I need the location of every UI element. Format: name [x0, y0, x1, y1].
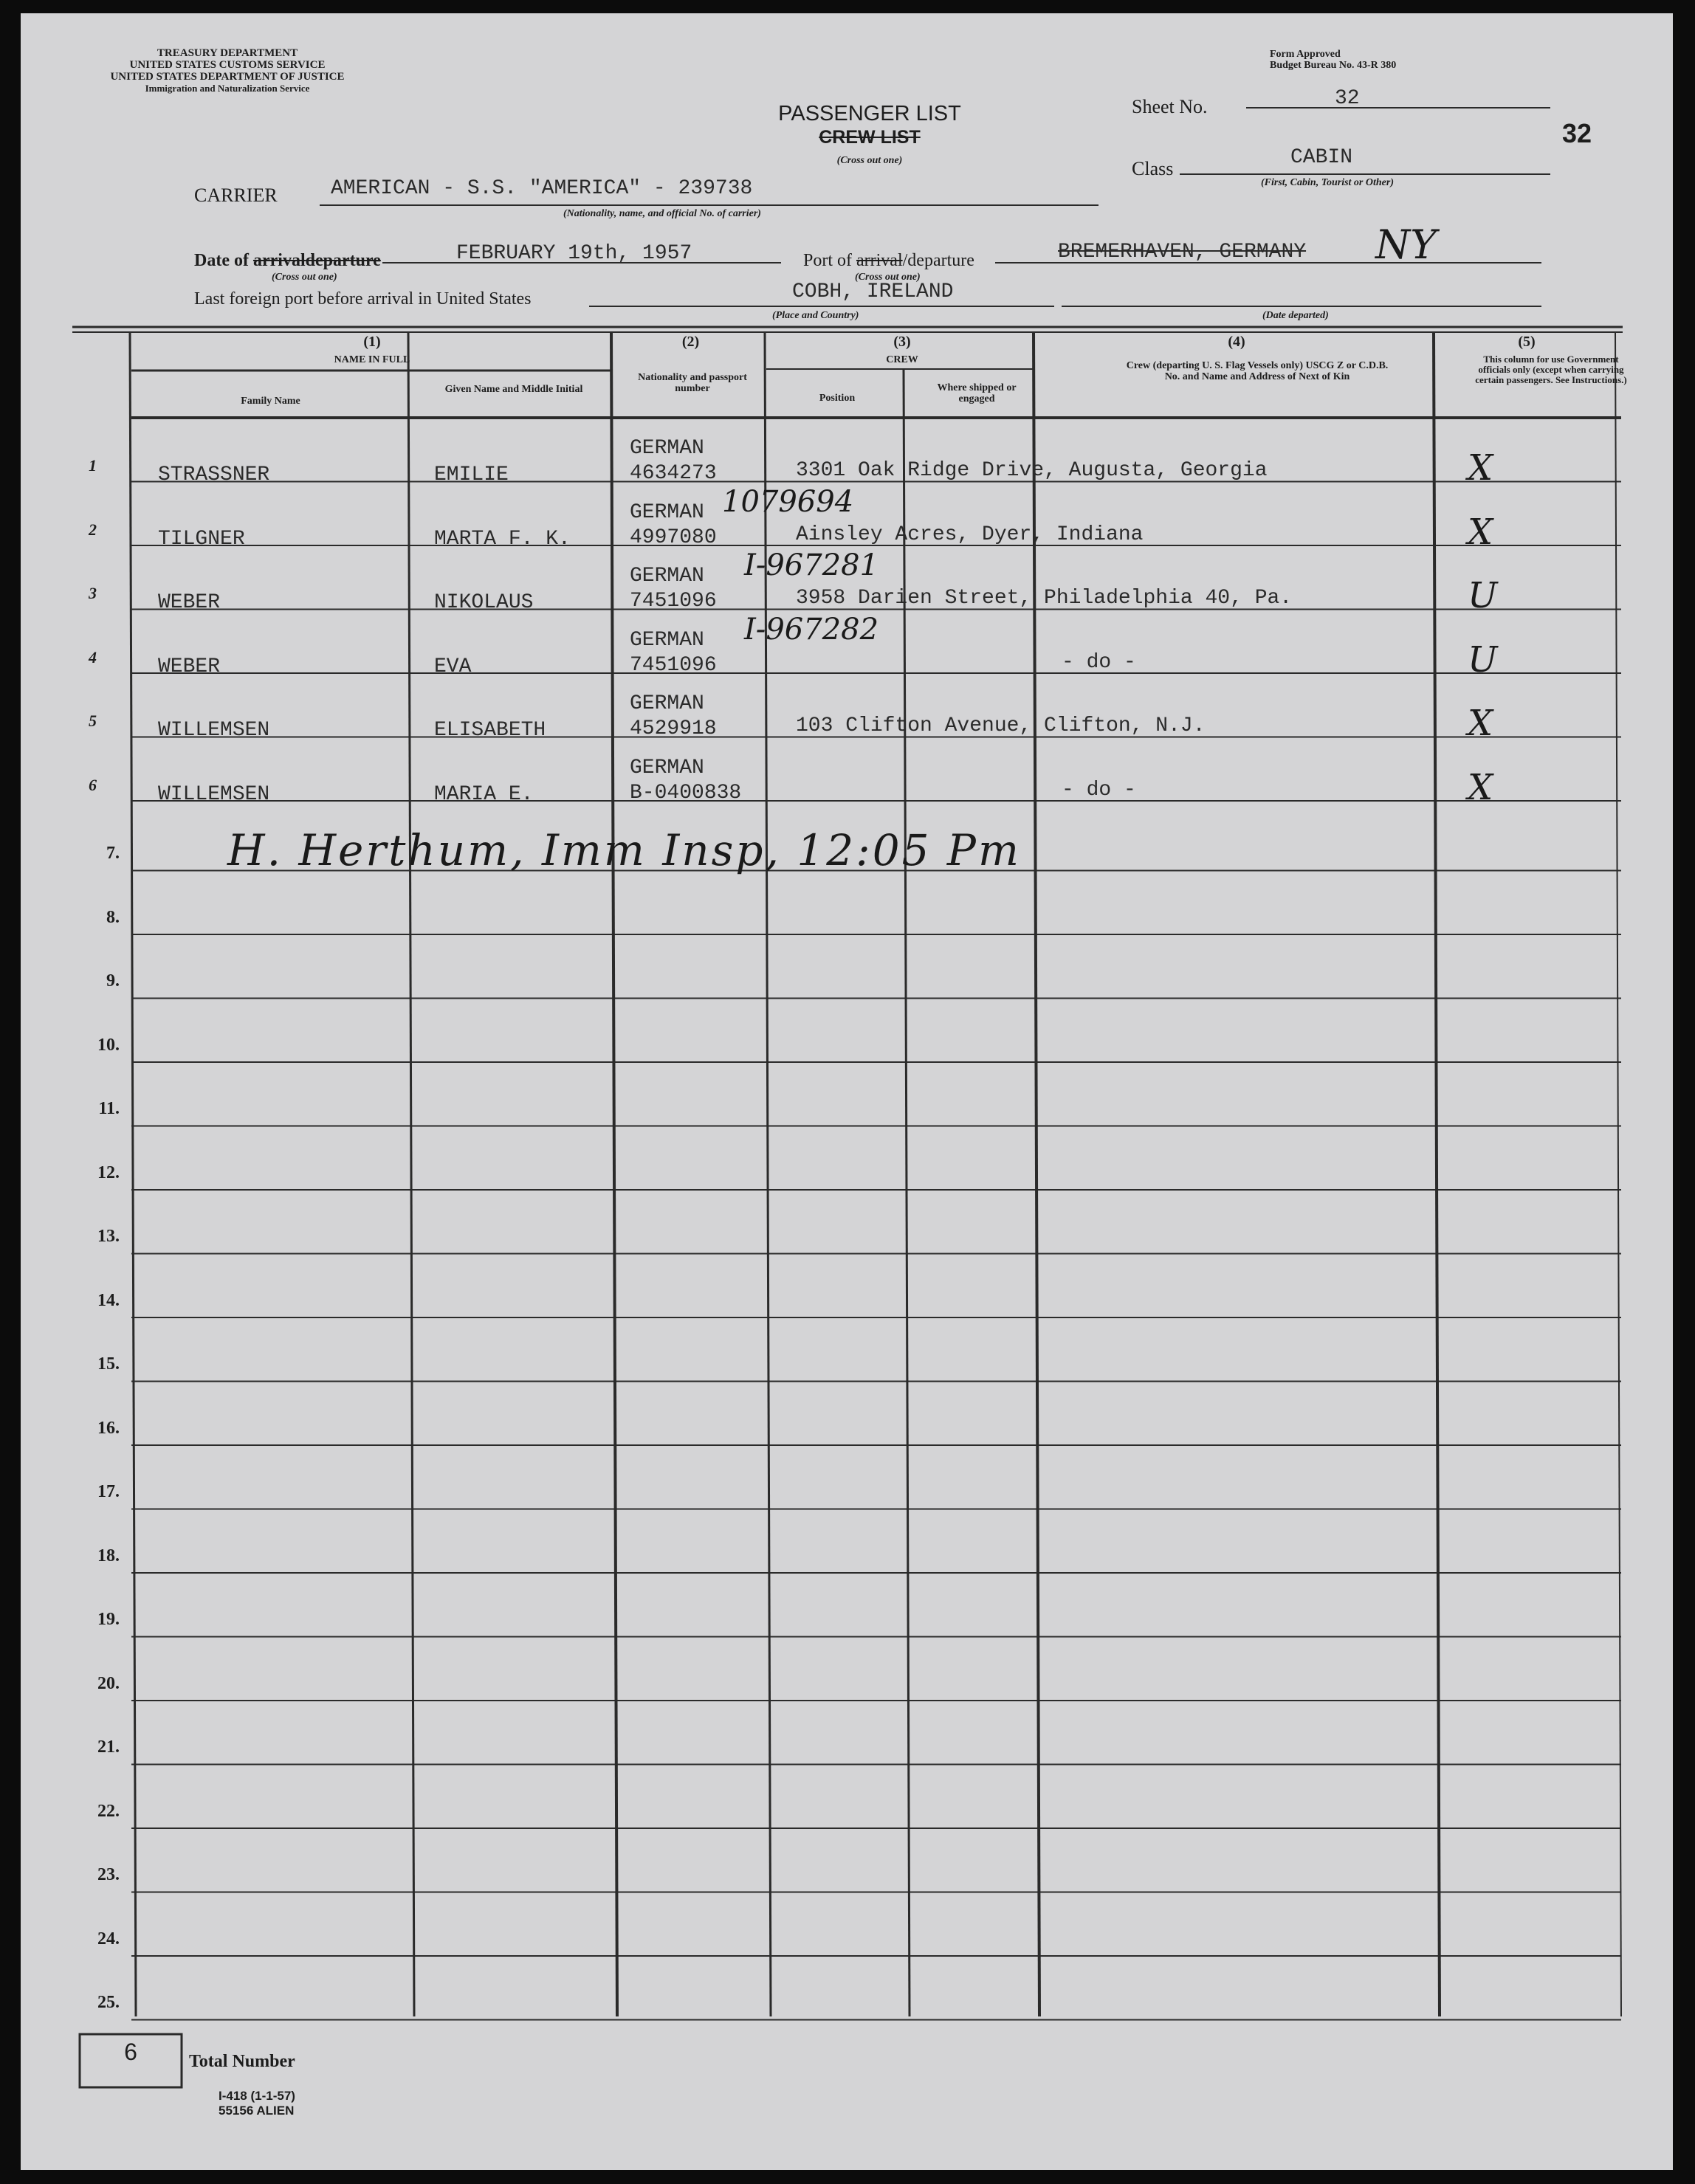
date-label-a: Date of — [194, 251, 249, 270]
next-of-kin-header: Crew (departing U. S. Flag Vessels only) USCG Z or C.D.B. No. and Name and Address of Next of Kin — [1126, 360, 1389, 382]
empty-row-number: 11. — [98, 1099, 120, 1118]
col5-number: (5) — [1518, 334, 1536, 350]
shipped-header: Where shipped or engaged — [937, 382, 1017, 404]
next-of-kin-address-cell: 3958 Darien Street, Philadelphia 40, Pa. — [796, 587, 1293, 610]
given-name-header: Given Name and Middle Initial — [444, 384, 583, 395]
title-hint: (Cross out one) — [836, 155, 903, 166]
port-label-b: departure — [907, 251, 974, 270]
family-name-cell: TILGNER — [158, 527, 245, 551]
col1-number: (1) — [363, 334, 381, 350]
official-check-mark: U — [1468, 575, 1498, 616]
empty-row-number: 21. — [97, 1737, 120, 1757]
family-name-cell: STRASSNER — [158, 464, 270, 486]
given-name-cell: EMILIE — [434, 464, 509, 486]
empty-row-number: 7. — [106, 844, 120, 863]
port-label-struck: arrival — [856, 251, 903, 270]
total-number-value: 6 — [124, 2039, 137, 2065]
row-number: 4 — [89, 647, 97, 666]
given-name-cell: NIKOLAUS — [434, 591, 534, 614]
empty-row-number: 23. — [97, 1865, 120, 1884]
budget-bureau-line: Budget Bureau No. 43-R 380 — [1270, 60, 1397, 71]
family-name-cell: WILLEMSEN — [158, 782, 270, 806]
empty-row-number: 18. — [97, 1546, 120, 1565]
nationality-cell: GERMAN — [630, 500, 704, 524]
passport-cell: 7451096 — [630, 653, 717, 677]
date-label — [194, 251, 381, 271]
empty-row-number: 25. — [97, 1993, 120, 2012]
empty-row-number: 22. — [97, 1801, 120, 1821]
sheet-value: 32 — [1335, 87, 1360, 110]
empty-row-number: 9. — [106, 971, 120, 991]
empty-row-number: 14. — [97, 1290, 120, 1310]
next-of-kin-address-cell: - do - — [1062, 650, 1136, 674]
empty-row-number: 10. — [97, 1035, 120, 1055]
empty-row-number: 17. — [97, 1482, 120, 1501]
form-title: PASSENGER LIST — [778, 102, 961, 125]
port-hint: (Cross out one) — [855, 272, 921, 283]
col3-number: (3) — [893, 334, 911, 350]
last-port-value: COBH, IRELAND — [792, 280, 954, 303]
form-number: I-418 (1-1-57) — [219, 2089, 295, 2103]
class-value: CABIN — [1290, 146, 1353, 169]
empty-row-number: 24. — [97, 1929, 120, 1949]
next-of-kin-address-cell: 103 Clifton Avenue, Clifton, N.J. — [796, 714, 1206, 737]
passport-cell: B-0400838 — [630, 781, 742, 805]
dept-line: UNITED STATES CUSTOMS SERVICE — [129, 59, 326, 71]
dept-line: TREASURY DEPARTMENT — [157, 47, 298, 59]
form-approved — [1270, 49, 1396, 71]
nationality-header: Nationality and passport number — [638, 372, 747, 394]
next-of-kin-address-cell: 3301 Oak Ridge Drive, Augusta, Georgia — [796, 459, 1268, 482]
col2-number: (2) — [681, 334, 700, 350]
carrier-label: CARRIER — [194, 185, 278, 206]
sheet-label: Sheet No. — [1132, 96, 1208, 117]
empty-row-number: 15. — [97, 1354, 120, 1374]
given-name-cell: ELISABETH — [434, 719, 546, 742]
row-number: 2 — [89, 520, 97, 539]
next-of-kin-address-cell: Ainsley Acres, Dyer, Indiana — [796, 523, 1144, 546]
empty-row-number: 12. — [97, 1162, 120, 1182]
date-label-b: departure — [305, 251, 381, 270]
date-value: FEBRUARY 19th, 1957 — [456, 242, 692, 265]
given-name-cell: MARIA E. — [434, 782, 534, 806]
nationality-cell: GERMAN — [630, 756, 704, 779]
dept-line: UNITED STATES DEPARTMENT OF JUSTICE — [110, 71, 345, 83]
inspector-signature: H. Herthum, Imm Insp, 12:05 Pm — [227, 825, 1021, 875]
crew-header: CREW — [886, 354, 918, 365]
empty-row-number: 19. — [97, 1610, 120, 1629]
carrier-value: AMERICAN - S.S. "AMERICA" - 239738 — [331, 177, 753, 200]
date-hint: (Cross out one) — [272, 272, 337, 283]
family-name-header: Family Name — [241, 396, 300, 407]
port-label-a: Port of — [803, 251, 852, 270]
handwritten-alien-number: 1079694 — [722, 484, 854, 519]
family-name-cell: WEBER — [158, 591, 221, 614]
department-block — [72, 47, 382, 94]
official-check-mark: X — [1468, 447, 1493, 489]
family-name-cell: WILLEMSEN — [158, 719, 270, 742]
row-number: 3 — [89, 584, 97, 602]
port-value: BREMERHAVEN, GERMANY — [1058, 241, 1307, 263]
official-check-mark: U — [1468, 638, 1498, 681]
given-name-cell: MARTA F. K. — [434, 527, 571, 551]
passport-cell: 4997080 — [630, 526, 717, 549]
port-label: Port of arrival/departure — [803, 251, 974, 270]
row-number: 5 — [89, 712, 97, 730]
handwritten-alien-number: I-967281 — [744, 548, 879, 582]
dept-line: Immigration and Naturalization Service — [145, 83, 310, 94]
empty-row-number: 8. — [106, 907, 120, 927]
empty-row-number: 16. — [97, 1418, 120, 1438]
handwritten-alien-number: I-967282 — [744, 612, 879, 647]
last-port-hint: (Place and Country) — [772, 310, 859, 321]
passport-cell: 7451096 — [630, 590, 717, 613]
position-header: Position — [819, 393, 856, 404]
form-approved-line: Form Approved — [1270, 49, 1341, 60]
page-number: 32 — [1562, 118, 1592, 148]
family-name-cell: WEBER — [158, 655, 221, 678]
empty-row-number: 13. — [97, 1227, 120, 1246]
next-of-kin-address-cell: - do - — [1062, 778, 1136, 802]
official-check-mark: X — [1468, 511, 1493, 553]
col4-number: (4) — [1228, 334, 1245, 350]
empty-row-number: 20. — [97, 1673, 120, 1693]
date-departed-hint: (Date departed) — [1262, 310, 1329, 321]
carrier-hint: (Nationality, name, and official No. of carrier) — [563, 208, 761, 219]
form-code: 55156 ALIEN — [219, 2104, 295, 2118]
last-port-label: Last foreign port before arrival in United States — [194, 289, 532, 309]
passport-cell: 4634273 — [630, 462, 717, 485]
official-check-mark: X — [1468, 766, 1493, 808]
crew-list-struck: CREW LIST — [819, 127, 921, 148]
date-label-struck: arrival — [252, 251, 306, 270]
class-hint: (First, Cabin, Tourist or Other) — [1261, 177, 1394, 188]
row-number: 6 — [89, 775, 97, 794]
nationality-cell: GERMAN — [630, 692, 704, 715]
col1-title: NAME IN FULL — [334, 354, 410, 365]
nationality-cell: GERMAN — [630, 437, 704, 460]
handwritten-ny: NY — [1375, 221, 1437, 268]
official-check-mark: X — [1468, 703, 1493, 744]
officials-header: This column for use Government officials only (except when carrying certain passengers. See Instructions.) — [1475, 354, 1627, 385]
nationality-cell: GERMAN — [630, 565, 704, 588]
class-label: Class — [1132, 158, 1174, 179]
passenger-list-form — [21, 13, 1673, 2170]
given-name-cell: EVA — [434, 655, 472, 678]
nationality-cell: GERMAN — [630, 628, 704, 652]
total-number-label: Total Number — [189, 2052, 295, 2071]
passport-cell: 4529918 — [630, 717, 717, 740]
row-number: 1 — [89, 456, 97, 475]
